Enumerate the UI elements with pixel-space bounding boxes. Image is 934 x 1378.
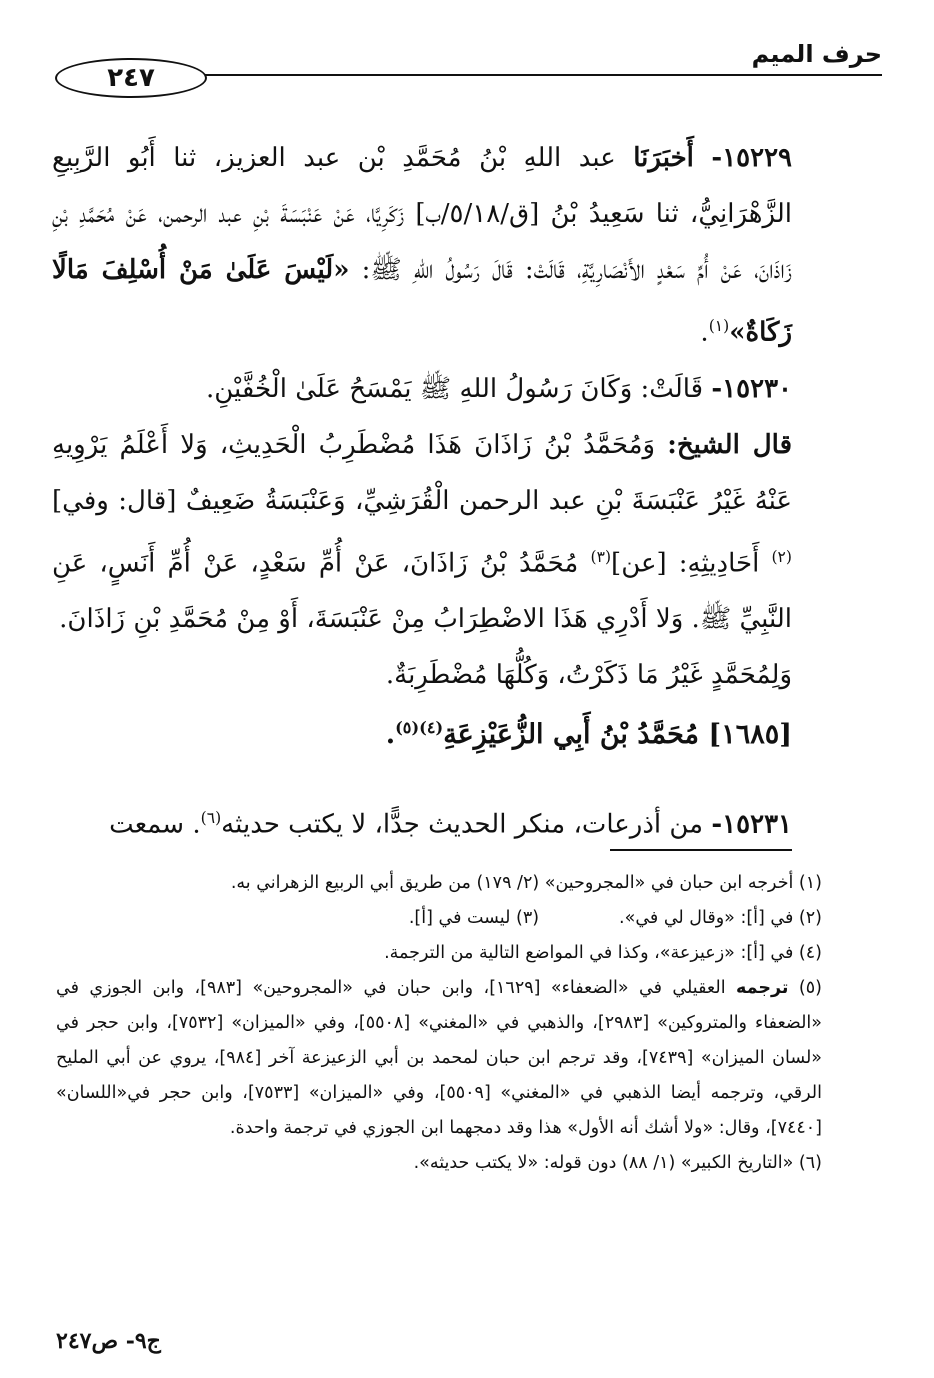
footnote-separator [610, 849, 792, 851]
comment-text-c: مُحَمَّدُ بْنُ زَاذَانَ، عَنْ أُمِّ سَعْدٍ، عَنْ أُمِّ أَنَسٍ، عَنِ النَّبِيِّ ﷺ. وَلا أَدْرِي هَذَا الاضْطِرَابُ مِنْ عَنْبَسَةَ، أَوْ مِنْ مُحَمَّدِ بْنِ زَاذَانَ. [52, 548, 792, 635]
hadith-number: ١٥٢٣٠- [711, 373, 792, 404]
footnote-ref: (٦) [200, 809, 222, 827]
comment-text-a: وَمُحَمَّدُ بْنُ زَاذَانَ هَذَا مُضْطَرِبُ الْحَدِيثِ، وَلا أَعْلَمُ يَرْوِيهِ عَنْهُ غَيْرُ عَنْبَسَةَ بْنِ عبد الرحمن الْقُرَشِيِّ، وَعَنْبَسَةُ ضَعِيفٌ [قال: وفي] [52, 429, 792, 516]
footnote-4: (٤) في [أ]: «زعيزعة»، وكذا في المواضع التالية من الترجمة. [384, 943, 822, 963]
hadith-number: ١٥٢٢٩- [711, 143, 793, 173]
footnote-text: العقيلي في «الضعفاء» [١٦٢٩]، وابن حبان في «المجروحين» [٩٨٣]، وابن الجوزي في «الضعفاء والمتروكين» [٢٩٨٣]، والذهبي في «المغني» [٥٥٠٨]، وفي «الميزان» [٧٥٣٢]، وابن حجر في «لسان الميزان» [٧٤٣٩]، وقد ترجم ابن حبان لمحمد بن أبي الزعيزعة آخر [٩٨٤]، يروي عن أبي المليح الرقي، وترجمه أيضا الذهبي في «المغني» [٥٥٠٩]، وفي «الميزان» [٧٥٣٣]، وابن حجر في«اللسان» [٧٤٤٠]، وقال: «ولا أشك أنه الأول» هذا وقد دمجهما ابن الجوزي في ترجمة واحدة. [56, 978, 822, 1138]
remark-text: وَلِمُحَمَّدٍ غَيْرُ مَا ذَكَرْتُ، وَكُلُّهَا مُضْطَرِبَةٌ. [385, 660, 792, 691]
continuation-text: . سمعت [109, 809, 201, 840]
hadith-text: من أذرعات، منكر الحديث جدًّا، لا يكتب حديثه [221, 809, 704, 840]
footnote-ref: (٢) [771, 547, 793, 566]
footnotes [56, 866, 822, 1181]
footnote-2: (٢) في [أ]: «وقال لي في». [619, 908, 822, 928]
isnad-text: عبد اللهِ بْنُ مُحَمَّدِ بْن عبد العزيز، ثنا أَبُو الرَّبِيعِ الزَّهْرَانِيُّ، ثنا سَعِيدُ بْنُ [ق/٥/١٨/ب] زَكَرِيَّا، عَنْ عَنْبَسَةَ بْنِ عبد الرحمن، عَنْ مُحَمَّدِ بْنِ زَاذَانَ، عَنْ أُمِّ سَعْدٍ الأَنْصَارِيَّةِ، قَالَتْ: قَالَ رَسُولُ اللهِ ﷺ: [52, 143, 793, 285]
volume-page-footer: ج٩- ص٢٤٧ [56, 1328, 161, 1354]
main-text [52, 130, 792, 703]
hadith-15229 [52, 130, 792, 361]
footnote-3: (٣) ليست في [أ]. [408, 908, 540, 928]
footnote-5 [56, 971, 822, 1146]
hadith-number: ١٥٢٣١- [711, 809, 792, 840]
closing-remark [52, 647, 792, 703]
hadith-15230 [52, 361, 792, 417]
footnote-ref: (١) [708, 317, 730, 335]
comment-text-b: أَحَادِيثِهِ: [عن] [611, 548, 760, 579]
hadith-quote: «لَيْسَ عَلَىٰ مَنْ أُسْلِفَ مَالًا زَكَاةٌ» [52, 255, 792, 348]
footnote-ref: (٣) [590, 547, 612, 566]
page-header [55, 36, 882, 106]
entry-name: مُحَمَّدُ بْنُ أَبِي الزُّعَيْزِعَةِ [443, 719, 700, 750]
footnote-row-2-3 [56, 901, 822, 936]
footnote-ref: (٤)(٥) [395, 718, 444, 737]
page-number-badge: ٢٤٧ [55, 58, 207, 98]
footnote-label: (٥) [798, 978, 822, 998]
narration-keyword: أَخبَرَنَا [633, 143, 694, 173]
footnote-keyword: ترجمه [736, 978, 789, 998]
sheikh-comment [52, 417, 792, 648]
biography-entry-heading [52, 718, 792, 750]
footnote-1: (١) أخرجه ابن حبان في «المجروحين» (٢/ ١٧٩) من طريق أبي الربيع الزهراني به. [230, 873, 822, 893]
hadith-15231 [52, 790, 792, 853]
punctuation: . [385, 719, 396, 750]
hadith-text: قَالَتْ: وَكَانَ رَسُولُ اللهِ ﷺ يَمْسَحُ عَلَىٰ الْخُفَّيْنِ. [205, 373, 704, 404]
punctuation: . [700, 317, 709, 348]
footnote-6: (٦) «التاريخ الكبير» (١/ ٨٨) دون قوله: «لا يكتب حديثه». [413, 1153, 822, 1173]
entry-number: [١٦٨٥] [708, 719, 792, 750]
chapter-title: حرف الميم [751, 40, 882, 68]
header-rule [205, 74, 882, 76]
sheikh-label: قال الشيخ: [667, 429, 793, 460]
